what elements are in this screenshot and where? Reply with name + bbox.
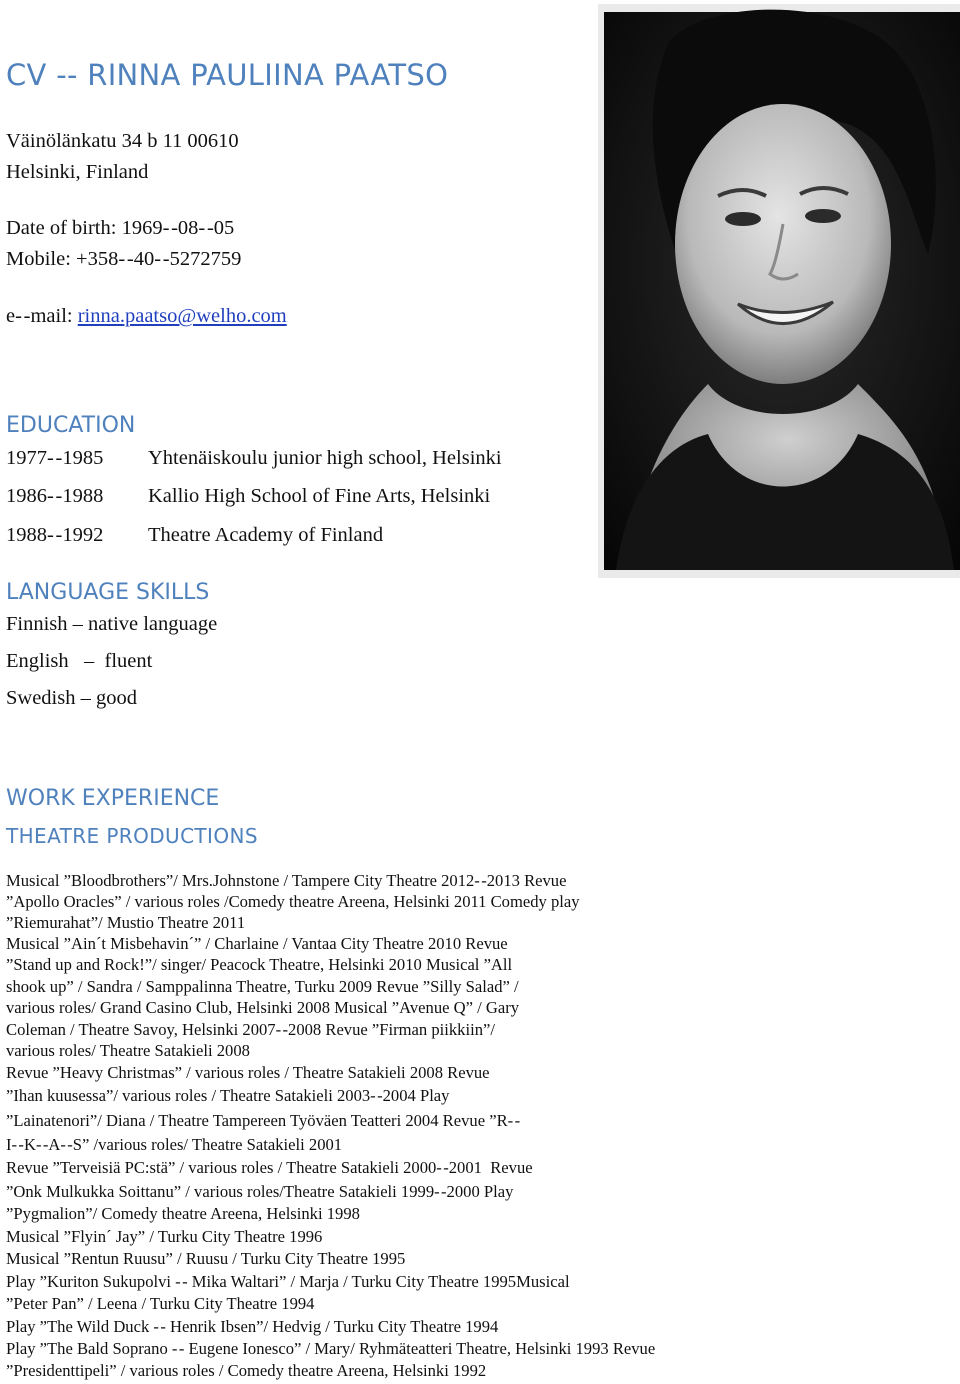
portrait-photo [598,4,960,578]
education-heading: EDUCATION [6,413,136,438]
theatre-productions-heading: THEATRE PRODUCTIONS [6,824,258,848]
production-line: various roles/ Theatre Satakieli 2008 [6,1041,250,1060]
language-item: English – fluent [6,650,153,672]
production-line: ”Riemurahat”/ Mustio Theatre 2011 [6,913,246,932]
production-line: Musical ”Rentun Ruusu” / Ruusu / Turku City Theatre 1995 [6,1249,406,1268]
education-years: 1986- -1988 [6,485,104,507]
production-line: ”Lainatenori”/ Diana / Theatre Tampereen Työväen Teatteri 2004 Revue ”R- - [6,1111,521,1130]
education-school: Yhtenäiskoulu junior high school, Helsinki [148,447,502,469]
production-line: Musical ”Flyin´ Jay” / Turku City Theatre 1996 [6,1227,323,1246]
production-line: Musical ”Ain´t Misbehavin´” / Charlaine / Vantaa City Theatre 2010 Revue [6,934,508,953]
production-line: Revue ”Heavy Christmas” / various roles / Theatre Satakieli 2008 Revue [6,1063,490,1082]
address-line-2: Helsinki, Finland [6,161,149,183]
production-line: various roles/ Grand Casino Club, Helsinki 2008 Musical ”Avenue Q” / Gary [6,998,520,1017]
production-line: ”Pygmalion”/ Comedy theatre Areena, Helsinki 1998 [6,1204,360,1223]
date-of-birth: Date of birth: 1969- -08- -05 [6,217,235,239]
production-line: Musical ”Bloodbrothers”/ Mrs.Johnstone / Tampere City Theatre 2012- -2013 Revue [6,871,567,890]
education-school: Kallio High School of Fine Arts, Helsinki [148,485,491,507]
production-line: ”Apollo Oracles” / various roles /Comedy theatre Areena, Helsinki 2011 Comedy play [6,892,580,911]
production-line: Play ”The Bald Soprano - - Eugene Ionesco” / Mary/ Ryhmäteatteri Theatre, Helsinki 1993 Revue [6,1339,656,1358]
mobile-number: Mobile: +358- -40- -5272759 [6,248,242,270]
address-line-1: Väinölänkatu 34 b 11 00610 [6,130,239,152]
production-line: ”Ihan kuusessa”/ various roles / Theatre Satakieli 2003- -2004 Play [6,1086,450,1105]
language-item: Finnish – native language [6,613,218,635]
production-line: ”Presidenttipeli” / various roles / Comedy theatre Areena, Helsinki 1992 [6,1361,487,1380]
production-line: ”Peter Pan” / Leena / Turku City Theatre 1994 [6,1294,315,1313]
production-line: Revue ”Terveisiä PC:stä” / various roles / Theatre Satakieli 2000- -2001 Revue [6,1158,533,1177]
work-experience-heading: WORK EXPERIENCE [6,786,220,811]
email-label: e- -mail: [6,305,78,327]
production-line: shook up” / Sandra / Samppalinna Theatre, Turku 2009 Revue ”Silly Salad” / [6,977,519,996]
production-line: ”Onk Mulkukka Soittanu” / various roles/Theatre Satakieli 1999- -2000 Play [6,1182,514,1201]
education-years: 1977- -1985 [6,447,104,469]
education-years: 1988- -1992 [6,524,104,546]
production-line: I- -K- -A- -S” /various roles/ Theatre Satakieli 2001 [6,1135,343,1154]
education-school: Theatre Academy of Finland [148,524,384,546]
production-line: ”Stand up and Rock!”/ singer/ Peacock Theatre, Helsinki 2010 Musical ”All [6,955,513,974]
cv-title: CV -- RINNA PAULIINA PAATSO [6,58,449,92]
email-link[interactable]: rinna.paatso@welho.com [77,305,287,327]
production-line: Play ”The Wild Duck - - Henrik Ibsen”/ Hedvig / Turku City Theatre 1994 [6,1317,499,1336]
language-item: Swedish – good [6,687,137,709]
email-line [6,305,287,328]
production-line: Play ”Kuriton Sukupolvi - - Mika Waltari” / Marja / Turku City Theatre 1995Musical [6,1272,570,1291]
production-line: Coleman / Theatre Savoy, Helsinki 2007- -2008 Revue ”Firman piikkiin”/ [6,1020,495,1039]
language-skills-heading: LANGUAGE SKILLS [6,580,210,605]
